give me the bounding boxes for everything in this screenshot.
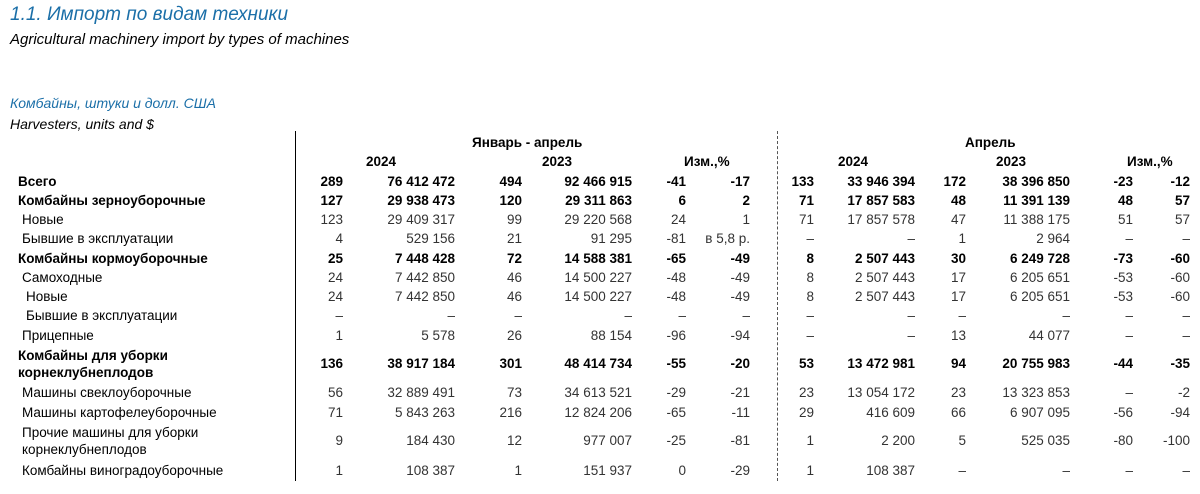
cell-april-2024-units: 53 (798, 356, 814, 371)
table-row (0, 268, 1200, 287)
cell-april-2023-usd: 525 035 (1021, 433, 1070, 448)
cell-april-2024-usd: – (907, 231, 915, 246)
cell-april-2023-usd: 20 755 983 (1002, 356, 1070, 371)
cell-jan-apr-2023-units: – (514, 308, 522, 323)
cell-april-2023-usd: 11 391 139 (1003, 193, 1070, 208)
cell-jan-apr-2023-usd: – (624, 308, 632, 323)
cell-april-2023-usd: 13 323 853 (1002, 385, 1070, 400)
cell-april-2024-usd: – (907, 308, 915, 323)
row-label: Новые (26, 289, 68, 304)
cell-jan-apr-2023-usd: 91 295 (590, 231, 632, 246)
cell-jan-apr-change-usd: -49 (730, 289, 750, 304)
cell-april-2024-usd: 416 609 (866, 405, 915, 420)
cell-jan-apr-2024-usd: 7 442 850 (394, 270, 455, 285)
cell-jan-apr-change-units: – (678, 308, 686, 323)
cell-jan-apr-2023-units: 494 (499, 174, 522, 189)
cell-jan-apr-2024-usd: 29 409 317 (387, 212, 455, 227)
cell-april-2023-usd: 6 205 651 (1009, 270, 1070, 285)
cell-april-change-usd: -60 (1170, 289, 1190, 304)
cell-jan-apr-2023-units: 216 (499, 405, 522, 420)
cell-april-2024-units: – (806, 231, 814, 246)
cell-jan-apr-2024-usd: 32 889 491 (387, 385, 455, 400)
cell-april-2023-units: 17 (950, 270, 966, 285)
row-label: Самоходные (22, 270, 103, 285)
cell-jan-apr-2024-units: – (335, 308, 343, 323)
cell-jan-apr-2024-units: 4 (335, 231, 343, 246)
cell-april-change-units: -53 (1113, 289, 1133, 304)
cell-april-2024-units: 29 (798, 405, 814, 420)
cell-april-2024-usd: 2 200 (881, 433, 915, 448)
row-label: Комбайны кормоуборочные (18, 251, 208, 266)
cell-april-2024-units: 71 (798, 212, 814, 227)
cell-april-change-units: -80 (1113, 433, 1133, 448)
cell-april-2023-units: 1 (958, 231, 966, 246)
cell-jan-apr-2024-usd: 76 412 472 (387, 174, 455, 189)
cell-jan-apr-2023-usd: 48 414 734 (564, 356, 632, 371)
cell-jan-apr-change-units: -65 (666, 405, 686, 420)
table-row (0, 326, 1200, 345)
cell-jan-apr-change-usd: -81 (730, 433, 750, 448)
cell-jan-apr-2024-usd: 5 843 263 (394, 405, 455, 420)
cell-jan-apr-2023-units: 12 (506, 433, 522, 448)
row-label: Бывшие в эксплуатации (22, 231, 174, 246)
cell-april-2023-units: 5 (958, 433, 966, 448)
cell-jan-apr-2024-units: 24 (327, 289, 343, 304)
cell-jan-apr-2024-units: 1 (335, 328, 343, 343)
table-row (0, 461, 1200, 480)
cell-jan-apr-2023-units: 72 (506, 251, 522, 266)
cell-april-2024-units: – (806, 308, 814, 323)
cell-jan-apr-change-units: -48 (666, 289, 686, 304)
cell-jan-apr-2023-usd: 977 007 (583, 433, 632, 448)
cell-jan-apr-2023-units: 99 (506, 212, 522, 227)
cell-april-2023-units: 66 (950, 405, 966, 420)
cell-april-2023-usd: 6 249 728 (1009, 251, 1070, 266)
cell-april-change-units: – (1125, 308, 1133, 323)
cell-jan-apr-change-usd: -94 (730, 328, 750, 343)
cell-jan-apr-2024-units: 9 (335, 433, 343, 448)
cell-jan-apr-change-units: -65 (666, 251, 686, 266)
cell-jan-apr-2024-usd: – (447, 308, 455, 323)
cell-april-2024-units: 133 (791, 174, 814, 189)
cell-jan-apr-change-units: -48 (666, 270, 686, 285)
cell-jan-apr-2024-units: 127 (320, 193, 343, 208)
period-header-jan-apr: Январь - апрель (472, 135, 583, 150)
cell-jan-apr-change-usd: -49 (730, 251, 750, 266)
cell-april-2024-usd: 2 507 443 (854, 270, 915, 285)
cell-april-2023-usd: 11 388 175 (1003, 212, 1070, 227)
cell-jan-apr-2023-usd: 14 500 227 (564, 270, 632, 285)
cell-jan-apr-change-units: -55 (666, 356, 686, 371)
cell-april-2023-usd: 6 205 651 (1009, 289, 1070, 304)
table-row (0, 172, 1200, 191)
cell-april-change-usd: -94 (1170, 405, 1190, 420)
cell-jan-apr-change-usd: -21 (730, 385, 750, 400)
cell-jan-apr-2023-usd: 14 500 227 (564, 289, 632, 304)
table-row (0, 229, 1200, 248)
change-header-jan-apr: Изм.,% (684, 154, 730, 169)
cell-april-2023-units: 48 (950, 193, 966, 208)
table-row (0, 345, 1200, 382)
cell-april-2024-units: 71 (798, 193, 814, 208)
cell-jan-apr-2023-usd: 88 154 (590, 328, 632, 343)
cell-jan-apr-change-usd: -29 (730, 463, 750, 478)
cell-april-2023-units: – (958, 308, 966, 323)
cell-jan-apr-2024-units: 56 (327, 385, 343, 400)
cell-april-2024-units: 1 (806, 463, 814, 478)
cell-april-2023-usd: – (1062, 308, 1070, 323)
row-label: Комбайны виноградоуборочные (22, 463, 224, 478)
row-label: Прочие машины для уборки корнеклубнеплодов (22, 424, 199, 457)
cell-april-2024-units: 8 (806, 251, 814, 266)
cell-jan-apr-change-units: 6 (678, 193, 686, 208)
cell-jan-apr-2023-usd: 29 220 568 (564, 212, 632, 227)
cell-april-change-units: – (1125, 328, 1133, 343)
cell-april-2024-usd: 17 857 583 (847, 193, 915, 208)
year-header-2024-april: 2024 (838, 154, 869, 169)
cell-april-change-units: -56 (1113, 405, 1133, 420)
cell-april-2023-units: 30 (950, 251, 966, 266)
change-header-april: Изм.,% (1127, 154, 1173, 169)
cell-jan-apr-2024-usd: 7 448 428 (394, 251, 455, 266)
cell-jan-apr-2023-usd: 14 588 381 (564, 251, 632, 266)
cell-jan-apr-change-usd: в 5,8 р. (705, 231, 750, 246)
cell-april-change-usd: – (1182, 328, 1190, 343)
cell-april-2023-units: 172 (943, 174, 966, 189)
cell-jan-apr-2024-usd: 38 917 184 (387, 356, 455, 371)
cell-april-change-usd: -60 (1170, 251, 1190, 266)
cell-april-2024-units: 1 (806, 433, 814, 448)
cell-jan-apr-2023-usd: 34 613 521 (564, 385, 632, 400)
cell-april-2024-units: 8 (806, 270, 814, 285)
cell-april-2023-usd: 38 396 850 (1002, 174, 1070, 189)
cell-jan-apr-change-usd: 1 (742, 212, 750, 227)
row-label: Комбайны зерноуборочные (18, 193, 206, 208)
cell-april-change-usd: -100 (1162, 433, 1190, 448)
cell-april-2024-usd: 2 507 443 (854, 251, 915, 266)
cell-april-change-units: – (1125, 463, 1133, 478)
table-row (0, 249, 1200, 268)
cell-april-change-usd: – (1182, 308, 1190, 323)
cell-april-2024-usd: 13 472 981 (847, 356, 915, 371)
cell-jan-apr-change-units: -81 (666, 231, 686, 246)
cell-april-2024-usd: 13 054 172 (847, 385, 915, 400)
cell-april-change-units: – (1125, 385, 1133, 400)
cell-april-2023-units: 17 (950, 289, 966, 304)
period-header-april: Апрель (965, 135, 1016, 150)
cell-april-2024-usd: 2 507 443 (854, 289, 915, 304)
cell-april-2024-usd: 33 946 394 (847, 174, 915, 189)
cell-jan-apr-change-usd: -20 (730, 356, 750, 371)
row-label: Машины картофелеуборочные (22, 405, 217, 420)
cell-jan-apr-2023-usd: 92 466 915 (564, 174, 632, 189)
cell-april-change-units: -73 (1113, 251, 1133, 266)
year-header-2024-jan-apr: 2024 (366, 154, 397, 169)
cell-jan-apr-2023-units: 26 (506, 328, 522, 343)
cell-april-2023-usd: – (1062, 463, 1070, 478)
table-row (0, 210, 1200, 229)
table-row (0, 422, 1200, 459)
cell-jan-apr-change-usd: 2 (742, 193, 750, 208)
section-subtitle: Harvesters, units and $ (10, 116, 154, 132)
cell-jan-apr-2024-units: 136 (320, 356, 343, 371)
year-header-2023-jan-apr: 2023 (542, 154, 573, 169)
cell-jan-apr-2023-units: 1 (514, 463, 522, 478)
cell-april-change-usd: -35 (1170, 356, 1190, 371)
table-row (0, 287, 1200, 306)
cell-jan-apr-change-units: -96 (666, 328, 686, 343)
cell-jan-apr-2024-units: 71 (327, 405, 343, 420)
page-subtitle: Agricultural machinery import by types of machines (10, 31, 350, 48)
cell-april-change-usd: – (1182, 463, 1190, 478)
cell-april-2023-usd: 2 964 (1036, 231, 1070, 246)
cell-jan-apr-2023-units: 301 (499, 356, 522, 371)
cell-april-2023-units: 13 (950, 328, 966, 343)
cell-jan-apr-2023-units: 46 (506, 289, 522, 304)
row-label: Новые (22, 212, 64, 227)
cell-jan-apr-2024-usd: 529 156 (406, 231, 455, 246)
cell-april-change-units: 51 (1117, 212, 1133, 227)
cell-jan-apr-2024-usd: 108 387 (406, 463, 455, 478)
cell-april-change-usd: -2 (1177, 385, 1190, 400)
cell-jan-apr-change-usd: -11 (731, 405, 750, 420)
cell-april-2024-usd: – (907, 328, 915, 343)
cell-jan-apr-change-usd: – (742, 308, 750, 323)
page-title: 1.1. Импорт по видам техники (10, 4, 289, 25)
cell-april-2023-units: 23 (950, 385, 966, 400)
cell-jan-apr-2023-usd: 29 311 863 (565, 193, 632, 208)
cell-jan-apr-2023-units: 120 (499, 193, 522, 208)
cell-april-change-units: -44 (1113, 356, 1133, 371)
cell-april-change-usd: 57 (1174, 193, 1190, 208)
cell-jan-apr-change-units: 24 (670, 212, 686, 227)
table-row (0, 306, 1200, 325)
cell-jan-apr-change-usd: -49 (730, 270, 750, 285)
cell-jan-apr-change-usd: -17 (730, 174, 750, 189)
cell-april-2023-units: – (958, 463, 966, 478)
cell-april-change-usd: 57 (1174, 212, 1190, 227)
cell-april-2023-usd: 6 907 095 (1009, 405, 1070, 420)
cell-april-2024-usd: 108 387 (866, 463, 915, 478)
cell-april-change-usd: – (1182, 231, 1190, 246)
cell-jan-apr-2024-units: 289 (320, 174, 343, 189)
section-title: Комбайны, штуки и долл. США (10, 95, 216, 111)
cell-jan-apr-2024-units: 25 (327, 251, 343, 266)
cell-jan-apr-2023-units: 46 (506, 270, 522, 285)
year-header-2023-april: 2023 (996, 154, 1027, 169)
table-row (0, 191, 1200, 210)
cell-april-2024-units: 23 (798, 385, 814, 400)
row-label: Машины свеклоуборочные (22, 385, 192, 400)
row-label: Всего (18, 174, 57, 189)
cell-april-change-usd: -12 (1170, 174, 1190, 189)
cell-jan-apr-change-units: -25 (666, 433, 686, 448)
cell-jan-apr-2024-usd: 184 430 (406, 433, 455, 448)
cell-jan-apr-2024-usd: 29 938 473 (387, 193, 455, 208)
cell-april-2024-units: – (806, 328, 814, 343)
cell-jan-apr-change-units: 0 (678, 463, 686, 478)
row-label: Прицепные (22, 328, 94, 343)
cell-jan-apr-2024-units: 123 (320, 212, 343, 227)
table-row (0, 403, 1200, 422)
cell-april-2023-units: 47 (950, 212, 966, 227)
cell-jan-apr-2024-units: 1 (335, 463, 343, 478)
cell-jan-apr-2023-units: 21 (506, 231, 522, 246)
cell-jan-apr-2024-usd: 5 578 (421, 328, 455, 343)
cell-jan-apr-change-units: -29 (666, 385, 686, 400)
cell-april-change-units: -53 (1113, 270, 1133, 285)
cell-april-change-units: 48 (1117, 193, 1133, 208)
cell-jan-apr-2024-usd: 7 442 850 (394, 289, 455, 304)
row-label: Бывшие в эксплуатации (26, 308, 178, 323)
cell-april-2023-units: 94 (950, 356, 966, 371)
table-row (0, 383, 1200, 402)
cell-april-2024-units: 8 (806, 289, 814, 304)
cell-jan-apr-2023-usd: 12 824 206 (564, 405, 632, 420)
cell-jan-apr-change-units: -41 (666, 174, 686, 189)
cell-jan-apr-2023-units: 73 (506, 385, 522, 400)
cell-april-2024-usd: 17 857 578 (847, 212, 915, 227)
cell-april-2023-usd: 44 077 (1028, 328, 1070, 343)
cell-jan-apr-2023-usd: 151 937 (583, 463, 632, 478)
cell-april-change-usd: -60 (1170, 270, 1190, 285)
cell-april-change-units: – (1125, 231, 1133, 246)
row-label: Комбайны для уборки корнеклубнеплодов (18, 347, 168, 380)
cell-jan-apr-2024-units: 24 (327, 270, 343, 285)
cell-april-change-units: -23 (1113, 174, 1133, 189)
